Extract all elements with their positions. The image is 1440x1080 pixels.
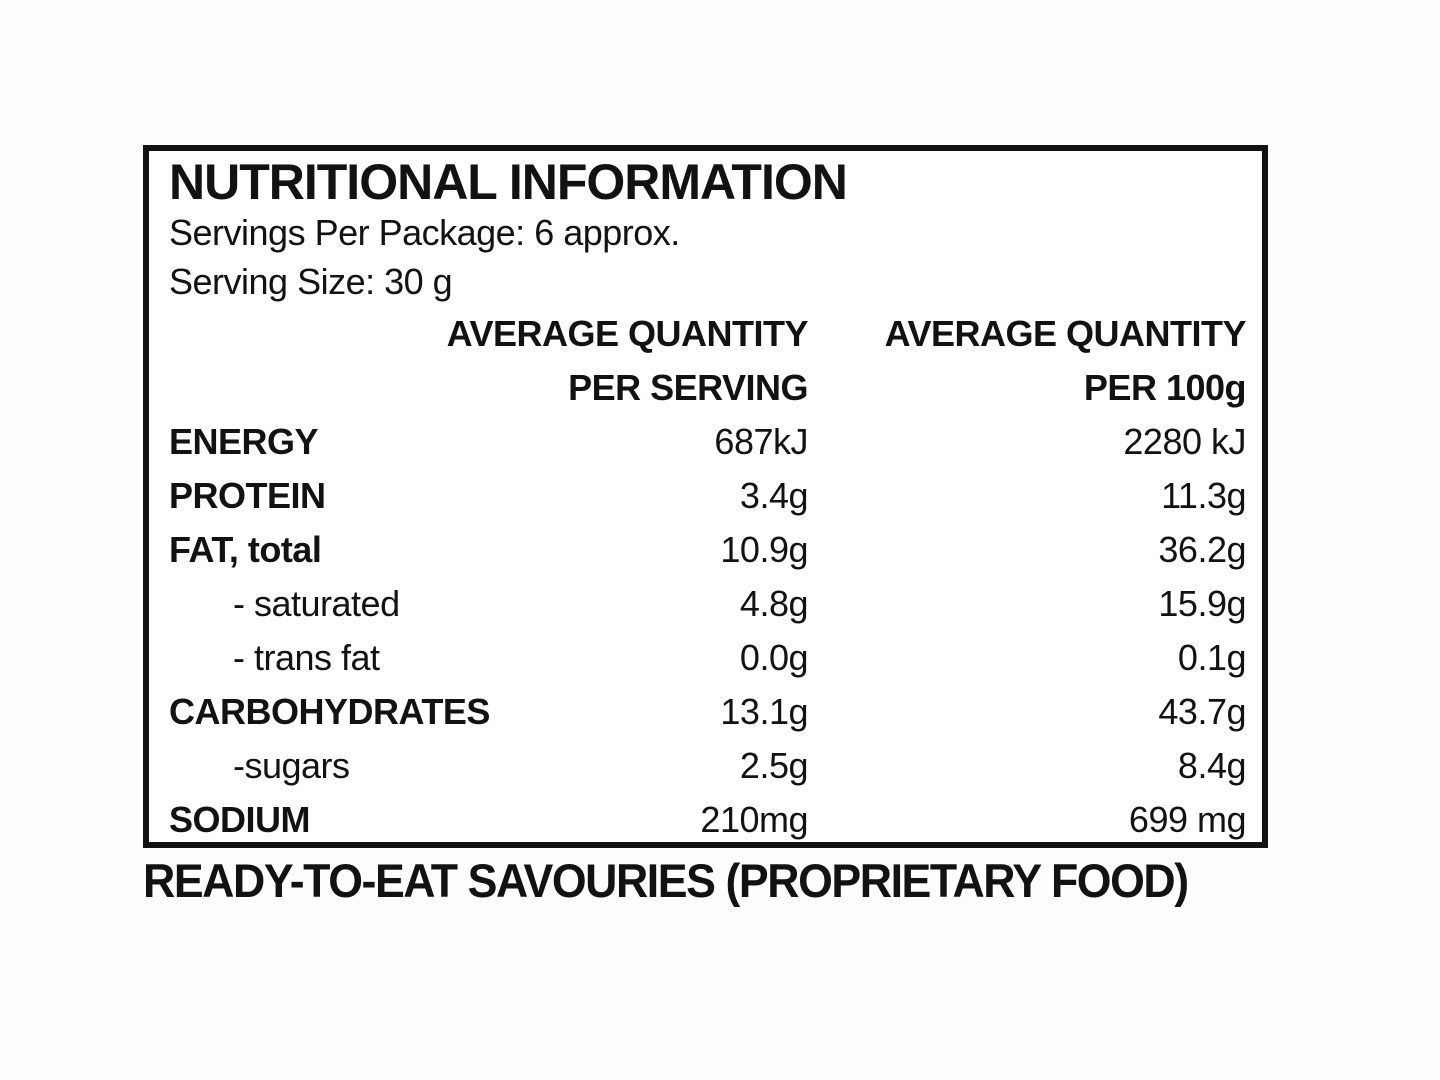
per-serving-column-header-bottom: PER SERVING — [568, 367, 808, 408]
per-serving-value: 3.4g — [739, 475, 808, 516]
per-100g-value: 2280 kJ — [1123, 421, 1246, 462]
column-header-line-2 — [169, 361, 1246, 415]
per-100g-value: 15.9g — [1158, 583, 1246, 624]
nutrient-name: SODIUM — [169, 799, 310, 840]
serving-size-line: Serving Size: 30 g — [169, 261, 453, 302]
per-100g-value: 8.4g — [1177, 745, 1246, 786]
column-headers — [169, 307, 1246, 415]
servings-per-package-line: Servings Per Package: 6 approx. — [169, 212, 680, 253]
per-serving-value: 4.8g — [739, 583, 808, 624]
per-serving-value: 2.5g — [739, 745, 808, 786]
per-serving-value: 10.9g — [720, 529, 808, 570]
per-serving-value: 210mg — [700, 799, 808, 840]
nutrient-name: ENERGY — [169, 421, 319, 462]
nutrient-row — [169, 685, 1246, 739]
per-serving-value: 0.0g — [739, 637, 808, 678]
nutrition-rows — [169, 415, 1246, 847]
per-100g-value: 0.1g — [1177, 637, 1246, 678]
per-100g-value: 699 mg — [1128, 799, 1246, 840]
nutrient-row — [169, 469, 1246, 523]
per-100g-column-header-bottom: PER 100g — [1083, 367, 1246, 408]
panel-title: NUTRITIONAL INFORMATION — [169, 154, 847, 210]
nutrient-row — [169, 793, 1246, 847]
per-serving-value: 13.1g — [720, 691, 808, 732]
per-100g-value: 11.3g — [1161, 475, 1246, 516]
nutrient-name: PROTEIN — [169, 475, 326, 516]
nutrient-row — [169, 577, 1246, 631]
nutrient-name: - saturated — [233, 583, 400, 624]
nutrition-information-panel — [143, 145, 1268, 848]
nutrient-row — [169, 631, 1246, 685]
per-serving-value: 687kJ — [714, 421, 808, 462]
nutrient-name: CARBOHYDRATES — [169, 691, 490, 732]
per-serving-column-header-top: AVERAGE QUANTITY — [446, 313, 808, 354]
per-100g-column-header-top: AVERAGE QUANTITY — [884, 313, 1246, 354]
per-100g-value: 36.2g — [1158, 529, 1246, 570]
nutrient-row — [169, 415, 1246, 469]
nutrient-row — [169, 523, 1246, 577]
per-100g-value: 43.7g — [1158, 691, 1246, 732]
nutrient-name: FAT, total — [169, 529, 322, 570]
nutrient-name: - trans fat — [233, 637, 380, 678]
food-category-title: READY-TO-EAT SAVOURIES (PROPRIETARY FOOD) — [143, 854, 1188, 907]
column-header-line-1 — [169, 307, 1246, 361]
nutrient-name: -sugars — [233, 745, 350, 786]
nutrient-row — [169, 739, 1246, 793]
